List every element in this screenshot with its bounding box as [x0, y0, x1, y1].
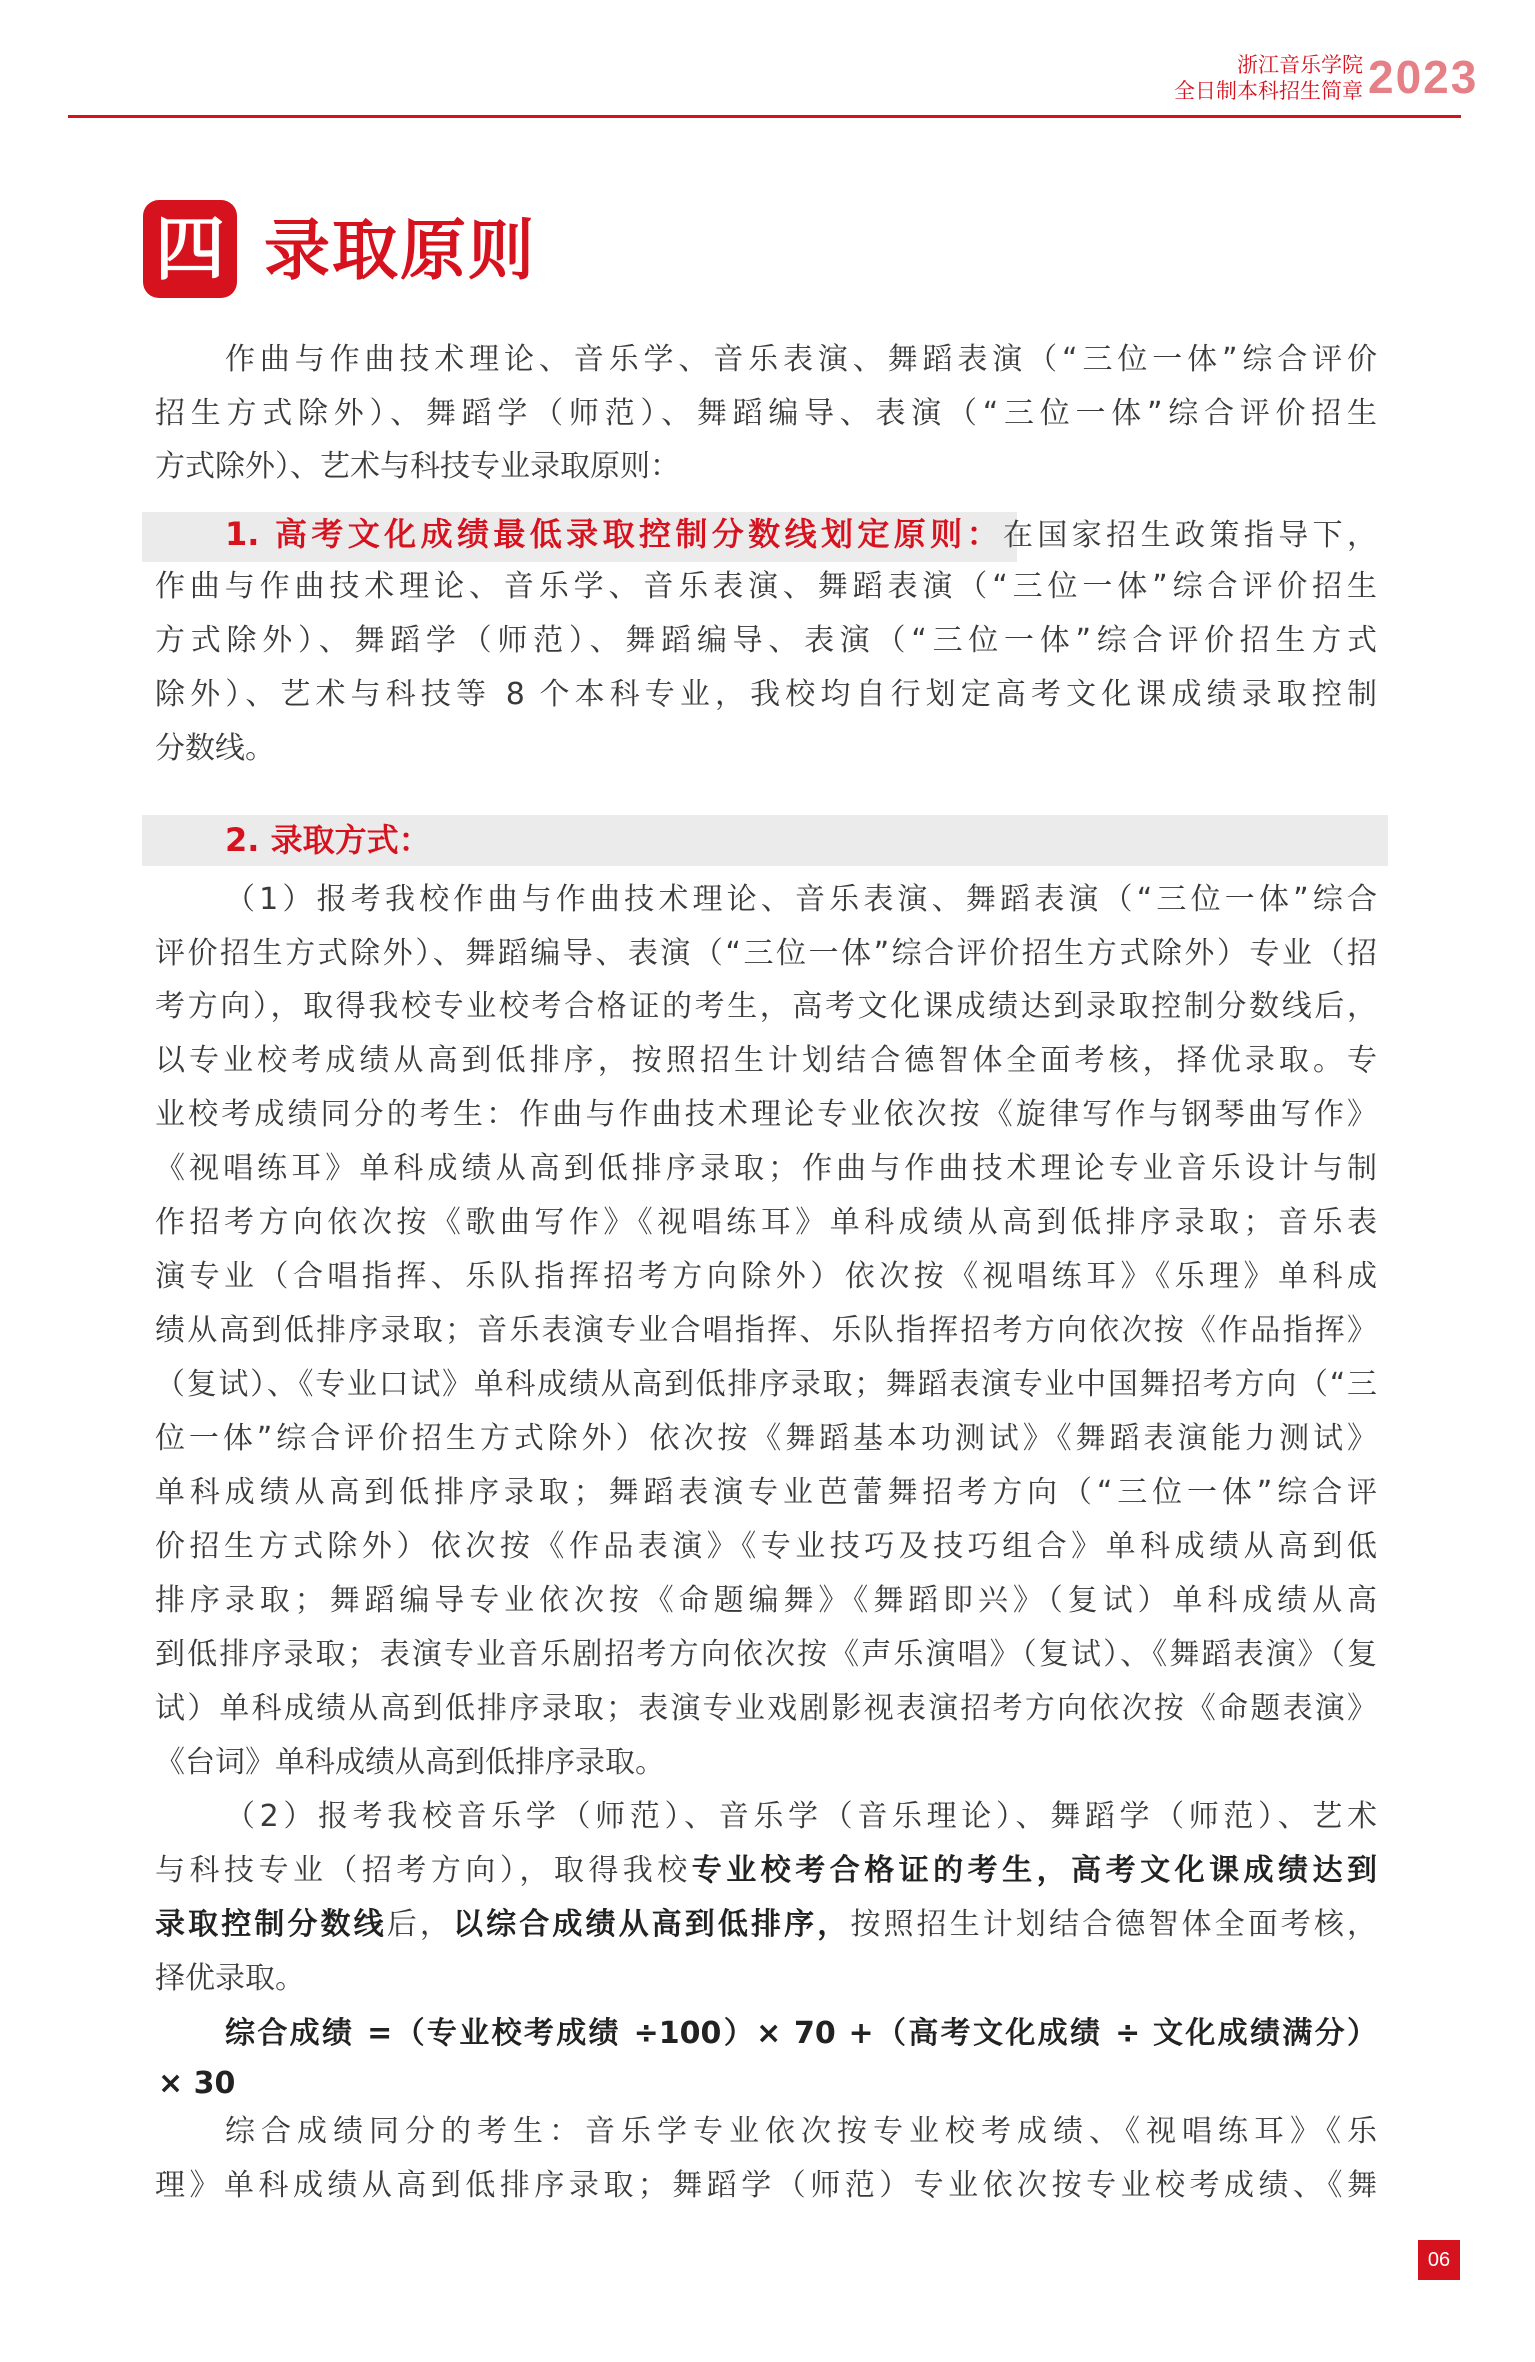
text-segment: 作曲与作曲技术理论、音乐学、音乐表演、舞蹈表演（“三位一体”综合评价招生 [155, 568, 1377, 604]
text-line [155, 387, 1377, 441]
page-number: 06 [1418, 2240, 1460, 2280]
text-line [225, 2007, 1377, 2061]
text-line [225, 2105, 1377, 2159]
text-segment: （2）报考我校音乐学（师范）、音乐学（音乐理论）、舞蹈学（师范）、艺术 [225, 1798, 1377, 1834]
header-divider [68, 115, 1461, 118]
header-year: 2023 [1368, 51, 1479, 103]
text-segment: 作曲与作曲技术理论、音乐学、音乐表演、舞蹈表演（“三位一体”综合评价 [225, 342, 1377, 377]
text-segment: （1）报考我校作曲与作曲技术理论、音乐表演、舞蹈表演（“三位一体”综合 [225, 882, 1377, 917]
text-line [155, 440, 1377, 494]
text-line [155, 1358, 1377, 1412]
text-line [155, 1898, 1377, 1952]
text-segment: 分数线。 [155, 730, 275, 766]
text-line [155, 614, 1377, 668]
text-line [225, 1790, 1377, 1844]
text-segment: 业校考成绩同分的考生：作曲与作曲技术理论专业依次按《旋律写作与钢琴曲写作》 [155, 1096, 1377, 1132]
text-segment: 绩从高到低排序录取；音乐表演专业合唱指挥、乐队指挥招考方向依次按《作品指挥》 [155, 1312, 1377, 1348]
text-segment: 理》单科成绩从高到低排序录取；舞蹈学（师范）专业依次按专业校考成绩、《舞 [155, 2167, 1377, 2203]
text-line [155, 2159, 1377, 2213]
text-line [155, 1304, 1377, 1358]
section-number-badge: 四 [143, 200, 237, 298]
text-segment: （复试）、《专业口试》单科成绩从高到低排序录取；舞蹈表演专业中国舞招考方向（“三 [155, 1366, 1377, 1402]
text-line [155, 980, 1377, 1034]
text-line [155, 927, 1377, 981]
text-segment: 综合成绩同分的考生：音乐学专业依次按专业校考成绩、《视唱练耳》《乐 [225, 2113, 1377, 2149]
section-title: 录取原则 [264, 211, 536, 289]
text-segment: 以专业校考成绩从高到低排序，按照招生计划结合德智体全面考核，择优录取。专 [155, 1042, 1377, 1078]
text-segment: 位一体”综合评价招生方式除外）依次按《舞蹈基本功测试》《舞蹈表演能力测试》 [155, 1420, 1377, 1456]
text-segment: 到低排序录取；表演专业音乐剧招考方向依次按《声乐演唱》（复试）、《舞蹈表演》（复 [155, 1636, 1377, 1672]
text-line [155, 1736, 1377, 1790]
text-segment: 考方向），取得我校专业校考合格证的考生，高考文化课成绩达到录取控制分数线后， [155, 988, 1377, 1024]
text-segment: 排序录取；舞蹈编导专业依次按《命题编舞》《舞蹈即兴》（复试）单科成绩从高 [155, 1582, 1377, 1618]
text-line [155, 1196, 1377, 1250]
text-line [155, 1682, 1377, 1736]
text-segment: 单科成绩从高到低排序录取；舞蹈表演专业芭蕾舞招考方向（“三位一体”综合评 [155, 1474, 1377, 1510]
text-segment: 价招生方式除外）依次按《作品表演》《专业技巧及技巧组合》单科成绩从高到低 [155, 1528, 1377, 1564]
text-segment: 除外）、艺术与科技等 8 个本科专业，我校均自行划定高考文化课成绩录取控制 [155, 676, 1377, 712]
text-line [155, 722, 1377, 776]
subheading: 1. 高考文化成绩最低录取控制分数线划定原则： [225, 515, 1003, 553]
bold-text: 以综合成绩从高到低排序， [453, 1906, 851, 1942]
text-line [225, 507, 1377, 561]
text-line [155, 1412, 1377, 1466]
text-segment: 择优录取。 [155, 1960, 305, 1996]
bold-text: 专业校考合格证的考生，高考文化课成绩达到 [691, 1852, 1378, 1888]
bold-text: 录取控制分数线 [155, 1906, 387, 1942]
text-segment: 在国家招生政策指导下， [1002, 518, 1377, 553]
text-line [225, 333, 1377, 387]
text-line [225, 873, 1377, 927]
text-line [155, 1088, 1377, 1142]
text-segment: 演专业（合唱指挥、乐队指挥招考方向除外）依次按《视唱练耳》《乐理》单科成 [155, 1258, 1377, 1294]
text-segment: 《视唱练耳》单科成绩从高到低排序录取；作曲与作曲技术理论专业音乐设计与制 [155, 1150, 1377, 1186]
text-line [155, 1466, 1377, 1520]
text-line [155, 1574, 1377, 1628]
text-line [155, 1520, 1377, 1574]
subheading: 2. 录取方式： [225, 821, 431, 859]
bold-text: × 30 [158, 2065, 236, 2101]
header-subtitle: 全日制本科招生简章 [1174, 79, 1363, 103]
text-line [155, 1034, 1377, 1088]
text-segment: 方式除外）、艺术与科技专业录取原则： [155, 448, 680, 484]
text-segment: 评价招生方式除外）、舞蹈编导、表演（“三位一体”综合评价招生方式除外）专业（招 [155, 936, 1377, 971]
text-segment: 后， [386, 1906, 454, 1942]
text-line [155, 668, 1377, 722]
text-segment: 试）单科成绩从高到低排序录取；表演专业戏剧影视表演招考方向依次按《命题表演》 [155, 1690, 1377, 1726]
text-line [155, 1844, 1377, 1898]
text-line [155, 1250, 1377, 1304]
text-line [225, 813, 1377, 867]
text-line [155, 1628, 1377, 1682]
text-segment: 《台词》单科成绩从高到低排序录取。 [155, 1744, 665, 1780]
header-school: 浙江音乐学院 [1237, 53, 1363, 77]
text-segment: 按照招生计划结合德智体全面考核， [850, 1906, 1378, 1942]
text-segment: 作招考方向依次按《歌曲写作》《视唱练耳》单科成绩从高到低排序录取；音乐表 [155, 1204, 1377, 1240]
bold-text: 综合成绩 =（专业校考成绩 ÷100）× 70 +（高考文化成绩 ÷ 文化成绩满分） [225, 2016, 1377, 2051]
text-segment: 方式除外）、舞蹈学（师范）、舞蹈编导、表演（“三位一体”综合评价招生方式 [155, 622, 1377, 658]
text-line [155, 1142, 1377, 1196]
text-line [155, 1952, 1377, 2006]
text-segment: 与科技专业（招考方向），取得我校 [155, 1852, 692, 1888]
text-line [158, 2057, 1380, 2111]
text-segment: 招生方式除外）、舞蹈学（师范）、舞蹈编导、表演（“三位一体”综合评价招生 [155, 396, 1377, 431]
text-line [155, 560, 1377, 614]
header-brand [1174, 52, 1363, 104]
